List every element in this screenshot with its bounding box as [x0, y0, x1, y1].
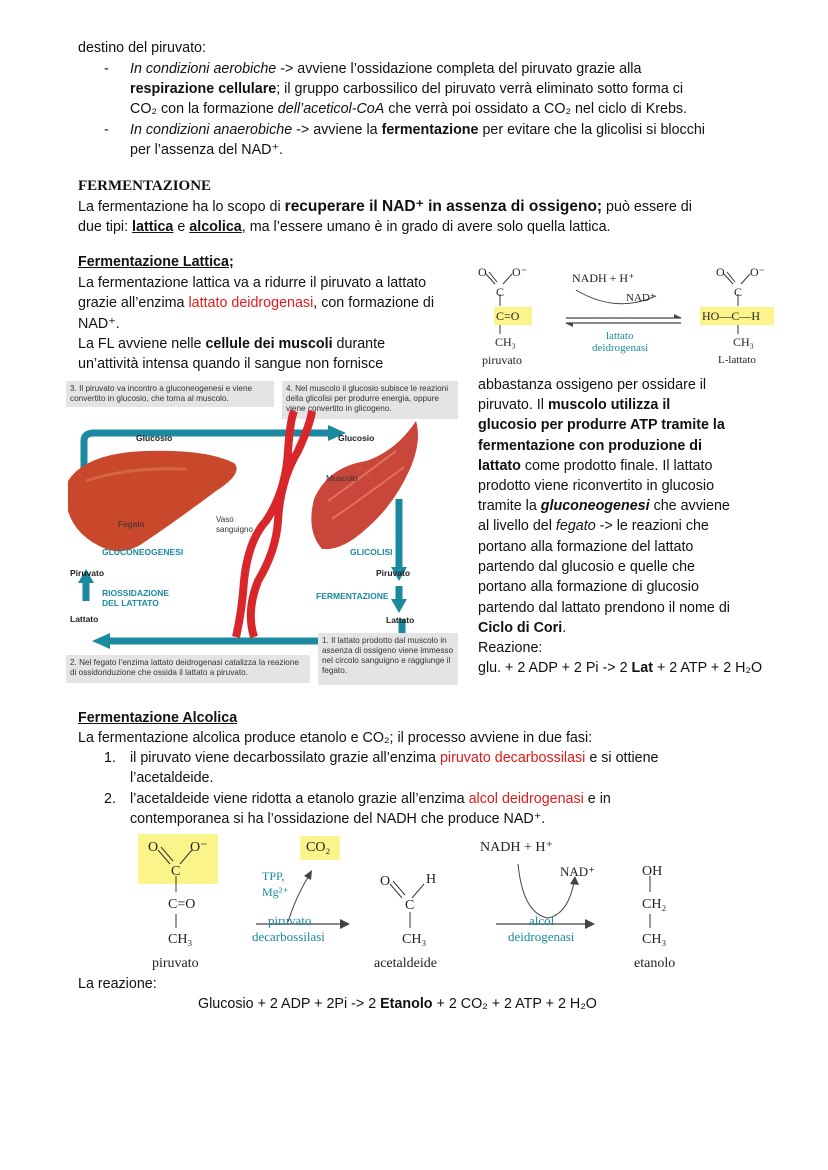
- text: grazie all’enzima: [78, 295, 189, 311]
- cori-text-line: portano alla formazione del lattato: [478, 539, 694, 555]
- cori-text-line: [478, 395, 670, 415]
- note-2: 2. Nel fegato l’enzima lattato deidrogenasi catalizza la reazione di ossidoriduzione che ossida il lattato a piruvato.: [70, 658, 299, 677]
- text: glu. + 2 ADP + 2 Pi -> 2: [478, 660, 632, 676]
- bold-text: gluconeogenesi: [540, 498, 650, 514]
- cori-text-line: partendo dal glucosio e quelle che: [478, 559, 695, 575]
- aerobic-line-3: [130, 99, 687, 119]
- o-atom: O: [148, 840, 159, 855]
- intro-line: destino del piruvato:: [78, 40, 206, 56]
- text: che avviene: [649, 498, 730, 514]
- enzyme-label: alcol: [529, 913, 555, 928]
- section-heading: FERMENTAZIONE: [78, 178, 212, 194]
- cori-text-line: fermentazione con produzione di: [478, 438, 702, 454]
- text: durante: [332, 336, 386, 352]
- text: il piruvato viene decarbossilato grazie all’enzima: [130, 750, 440, 766]
- note-3: 3. Il piruvato va incontro a gluconeogenesi e viene convertito in glucosio, che torna al muscolo.: [70, 384, 253, 403]
- muscle-label: Muscolo: [326, 473, 358, 483]
- text: , con formazione di: [313, 295, 435, 311]
- o-minus: O⁻: [190, 840, 208, 855]
- o-atom: O: [716, 265, 725, 279]
- lattica-line: un’attività intensa quando il sangue non fornisce: [78, 356, 384, 372]
- step-2-line: [130, 789, 611, 809]
- o-minus: O⁻: [750, 265, 765, 279]
- lactate-equation: [478, 658, 762, 678]
- text: tramite la: [478, 498, 541, 514]
- aerobic-line-1: [130, 59, 641, 79]
- vessel-label: Vaso sanguigno: [216, 515, 253, 534]
- text: e in: [583, 791, 611, 807]
- bullet-dash: -: [104, 61, 109, 77]
- anaerobic-line-2: per l’assenza del NAD⁺.: [130, 142, 283, 158]
- enzyme-label: decarbossilasi: [252, 929, 325, 944]
- cofactor-label: TPP,: [262, 869, 285, 883]
- anaerobic-line-1: [130, 120, 705, 140]
- fermentazione-line-2: [78, 217, 611, 237]
- lactate-reaction-scheme: [466, 262, 786, 370]
- enzyme-label: lattato: [606, 330, 634, 342]
- final-equation: [198, 994, 597, 1014]
- text: , ma l’essere umano è in grado di avere solo quella lattica.: [241, 219, 611, 235]
- aerobic-rest2: che verrà poi ossidato a CO₂ nel ciclo di Krebs.: [384, 101, 688, 117]
- methyl: CH₃: [402, 932, 427, 947]
- gluconeogenesis-label: GLUCONEOGENESI: [102, 547, 184, 557]
- cori-text-line: partendo dal lattato prendono il nome di: [478, 600, 730, 616]
- anaerobic-rest1: per evitare che la glicolisi si blocchi: [478, 122, 705, 138]
- hydroxyl-carbon: HO—C—H: [702, 309, 761, 323]
- cori-text-line: portano alla formazione di glucosio: [478, 579, 699, 595]
- text: e: [173, 219, 190, 235]
- fermentazione-line-1: [78, 197, 692, 217]
- glucose-label: Glucosio: [136, 433, 173, 443]
- text: La fermentazione ha lo scopo di: [78, 199, 285, 215]
- text: come prodotto finale. Il lattato: [520, 458, 713, 474]
- note-4: 4. Nel muscolo il glucosio subisce le reazioni della glicolisi per produrre energia, oppure viene convertito in glicogeno.: [286, 384, 449, 413]
- o-minus: O⁻: [512, 265, 527, 279]
- cori-text-line: [478, 516, 709, 536]
- molecule-name: acetaldeide: [374, 956, 437, 971]
- bold-text: lattica: [132, 219, 174, 235]
- enzyme-text: alcol deidrogenasi: [468, 791, 584, 807]
- cofactor-label: Mg²⁺: [262, 885, 289, 899]
- text: -> le reazioni che: [595, 518, 709, 534]
- text: due tipi:: [78, 219, 133, 235]
- anaerobic-arrow: -> avviene la: [292, 122, 382, 138]
- c-atom: C: [405, 898, 415, 913]
- bold-text: lattato: [478, 458, 521, 474]
- text: e si ottiene: [585, 750, 659, 766]
- italic-text: fegato: [555, 518, 596, 534]
- bold-text: recuperare il NAD⁺ in assenza di ossigeno;: [284, 198, 603, 215]
- aerobic-arrow: -> avviene l’ossidazione completa del piruvato grazie alla: [276, 61, 642, 77]
- carbonyl: C=O: [168, 897, 196, 912]
- cori-text-line: [478, 496, 730, 516]
- lattica-line: La fermentazione lattica va a ridurre il piruvato a lattato: [78, 275, 427, 291]
- bullet-dash: -: [104, 122, 109, 138]
- methyl: CH₃: [168, 932, 193, 947]
- text: l’acetaldeide viene ridotta a etanolo grazie all’enzima: [130, 791, 469, 807]
- cori-text-line: abbastanza ossigeno per ossidare il: [478, 377, 707, 393]
- enzyme-label: deidrogenasi: [508, 929, 575, 944]
- lattica-line: [78, 293, 434, 313]
- text: Glucosio + 2 ADP + 2Pi -> 2: [198, 996, 381, 1012]
- bold-text: Ciclo di Cori: [478, 620, 563, 636]
- aerobic-acetyl: dell’aceticol-CoA: [277, 101, 385, 117]
- text: piruvato. Il: [478, 397, 548, 413]
- cori-text-line: [478, 618, 566, 638]
- bold-text: muscolo utilizza il: [547, 397, 671, 413]
- cori-text-line: Reazione:: [478, 640, 543, 656]
- anaerobic-label: In condizioni anaerobiche: [130, 122, 293, 138]
- cori-text-line: prodotto viene riconvertito in glucosio: [478, 478, 715, 494]
- cori-cycle-figure: [66, 381, 458, 687]
- nadh-label: NADH + H⁺: [480, 840, 553, 855]
- fermentation-label: FERMENTAZIONE: [316, 591, 389, 601]
- liver-label: Fegato: [118, 519, 145, 529]
- text: La FL avviene nelle: [78, 336, 206, 352]
- h-atom: H: [426, 872, 437, 887]
- methyl: CH₃: [495, 335, 516, 349]
- text: può essere di: [602, 199, 692, 215]
- co2-label: CO₂: [306, 840, 331, 855]
- nad-label: NAD⁺: [626, 292, 656, 304]
- enzyme-label: deidrogenasi: [592, 342, 649, 354]
- enzyme-text: piruvato decarbossilasi: [439, 750, 586, 766]
- methyl: CH₃: [642, 932, 667, 947]
- step-number: 1.: [104, 750, 116, 766]
- lattica-line: [78, 334, 385, 354]
- alcolica-intro: La fermentazione alcolica produce etanolo e CO₂; il processo avviene in due fasi:: [78, 730, 593, 746]
- text: + 2 ATP + 2 H₂O: [652, 660, 763, 676]
- nadh-label: NADH + H⁺: [572, 271, 635, 285]
- bold-text: Etanolo: [380, 996, 433, 1012]
- enzyme-text: lattato deidrogenasi: [188, 295, 314, 311]
- pyruvate-label: Piruvato: [376, 568, 411, 578]
- enzyme-label: piruvato: [268, 913, 312, 928]
- carbonyl: C=O: [496, 309, 520, 323]
- alcolica-heading: Fermentazione Alcolica: [78, 710, 238, 726]
- bold-text: cellule dei muscoli: [205, 336, 333, 352]
- step-1-line: [130, 748, 659, 768]
- bold-text: alcolica: [189, 219, 242, 235]
- cori-text-line: [478, 456, 712, 476]
- reaction-label: La reazione:: [78, 976, 157, 992]
- c-atom: C: [171, 864, 181, 879]
- nad-label: NAD⁺: [560, 864, 596, 879]
- molecule-name: piruvato: [152, 956, 199, 971]
- pyruvate-label: Piruvato: [70, 568, 105, 578]
- aerobic-rest1: ; il gruppo carbossilico del piruvato verrà eliminato sotto forma ci: [276, 81, 684, 97]
- molecule-name: etanolo: [634, 956, 676, 971]
- step-1-line: l’acetaldeide.: [130, 770, 214, 786]
- aerobic-line-2: [130, 79, 683, 99]
- text: .: [562, 620, 567, 636]
- methyl: CH₃: [733, 335, 754, 349]
- aerobic-co2: CO₂ con la formazione: [130, 101, 278, 117]
- note-1: 1. Il lattato prodotto dal muscolo in assenza di ossigeno viene immesso nel circolo sanguigno e raggiunge il fegato.: [322, 636, 454, 675]
- o-atom: O: [380, 874, 391, 889]
- step-number: 2.: [104, 791, 116, 807]
- glucose-label: Glucosio: [338, 433, 375, 443]
- alcohol-reaction-scheme: [138, 834, 698, 976]
- bold-text: Lat: [631, 660, 653, 676]
- o-atom: O: [478, 265, 487, 279]
- text: + 2 CO₂ + 2 ATP + 2 H₂O: [432, 996, 597, 1012]
- aerobic-bold: respirazione cellulare: [130, 81, 277, 97]
- hydroxyl: OH: [642, 864, 663, 879]
- aerobic-label: In condizioni aerobiche: [130, 61, 277, 77]
- lattica-heading: Fermentazione Lattica;: [78, 254, 234, 270]
- lactate-label: Lattato: [70, 614, 99, 624]
- cori-text-line: glucosio per produrre ATP tramite la: [478, 417, 725, 433]
- step-2-line: contemporanea si ha l’ossidazione del NADH che produce NAD⁺.: [130, 811, 546, 827]
- anaerobic-bold: fermentazione: [381, 122, 479, 138]
- glycolysis-label: GLICOLISI: [350, 547, 393, 557]
- reoxidation-label: RIOSSIDAZIONE DEL LATTATO: [102, 588, 170, 608]
- c-atom: C: [734, 285, 743, 299]
- right-molecule-name: L-lattato: [718, 354, 756, 366]
- lattica-line: NAD⁺.: [78, 316, 120, 332]
- methylene: CH₂: [642, 897, 667, 912]
- c-atom: C: [496, 285, 505, 299]
- left-molecule-name: piruvato: [482, 353, 522, 367]
- lactate-label: Lattato: [386, 615, 415, 625]
- text: al livello del: [478, 518, 556, 534]
